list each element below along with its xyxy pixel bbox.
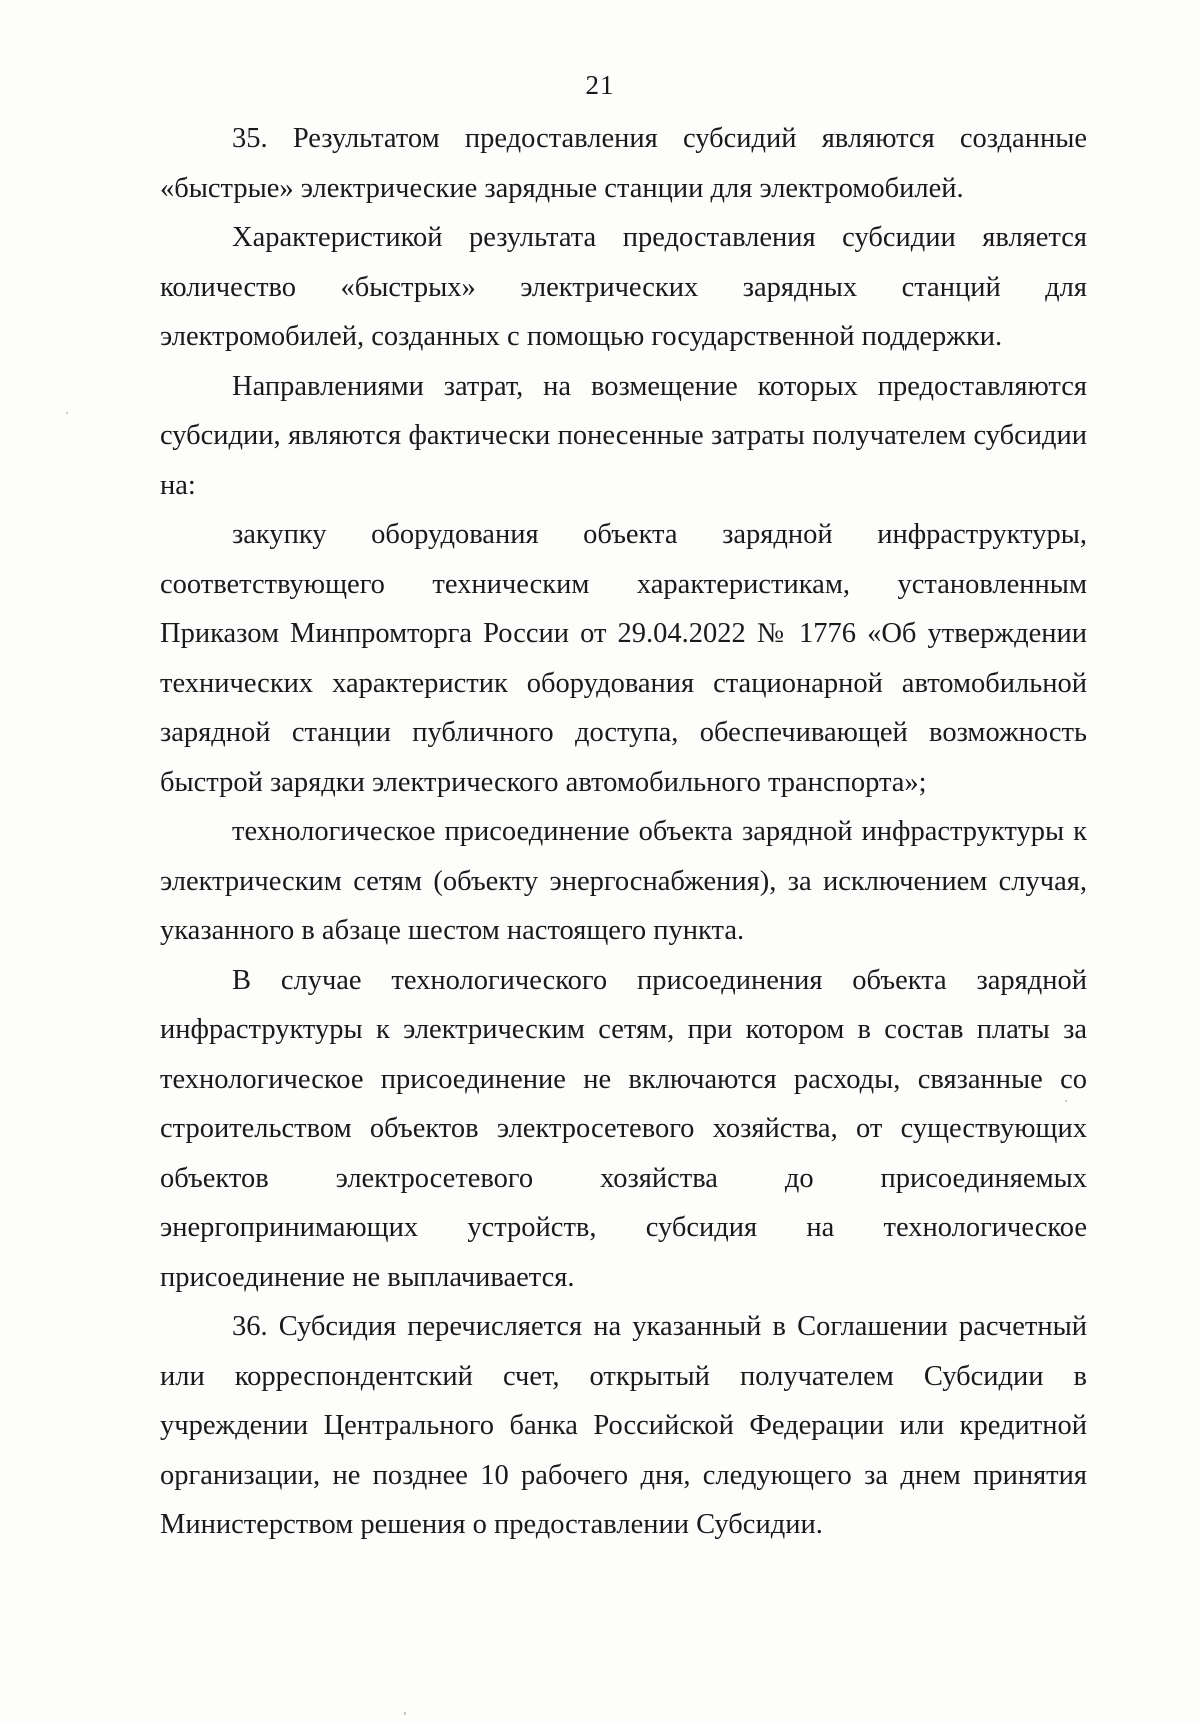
- paragraph-connection-exception: В случае технологического присоединения объекта зарядной инфраструктуры к электрическим сетям, при котором в состав платы за технологическое присоединение не включаются расходы, связанные со строительством объектов электросетевого хозяйства, от существующих объектов электросетевого хозяйства до присоединяемых энергопринимающих устройств, субсидия на технологическое присоединение не выплачивается.: [160, 964, 1087, 1293]
- paragraph-cost-directions: Направлениями затрат, на возмещение которых предоставляются субсидии, являются фактически понесенные затраты получателем субсидии на:: [160, 370, 1087, 501]
- document-body: [160, 114, 1087, 1550]
- paragraph-35-result: 35. Результатом предоставления субсидий являются созданные «быстрые» электрические зарядные станции для электромобилей.: [160, 123, 1087, 204]
- page-number: 21: [585, 70, 615, 100]
- scan-speck: [66, 412, 68, 414]
- scan-speck: [1065, 1100, 1067, 1102]
- paragraph-result-characteristic: Характеристикой результата предоставления субсидии является количество «быстрых» электрических зарядных станций для электромобилей, созданных с помощью государственной поддержки.: [160, 222, 1087, 352]
- scan-speck: [404, 1712, 406, 1715]
- paragraph-grid-connection: технологическое присоединение объекта зарядной инфраструктуры к электрическим сетям (объекту энергоснабжения), за исключением случая, указанного в абзаце шестом настоящего пункта.: [160, 816, 1087, 946]
- paragraph-36-transfer: 36. Субсидия перечисляется на указанный в Соглашении расчетный или корреспондентский счет, открытый получателем Субсидии в учреждении Центрального банка Российской Федерации или кредитной организации, не позднее 10 рабочего дня, следующего за днем принятия Министерством решения о предоставлении Субсидии.: [160, 1311, 1087, 1540]
- paragraph-equipment-purchase: закупку оборудования объекта зарядной инфраструктуры, соответствующего техническим характеристикам, установленным Приказом Минпромторга России от 29.04.2022 № 1776 «Об утверждении технических характеристик оборудования стационарной автомобильной зарядной станции публичного доступа, обеспечивающей возможность быстрой зарядки электрического автомобильного транспорта»;: [160, 519, 1087, 798]
